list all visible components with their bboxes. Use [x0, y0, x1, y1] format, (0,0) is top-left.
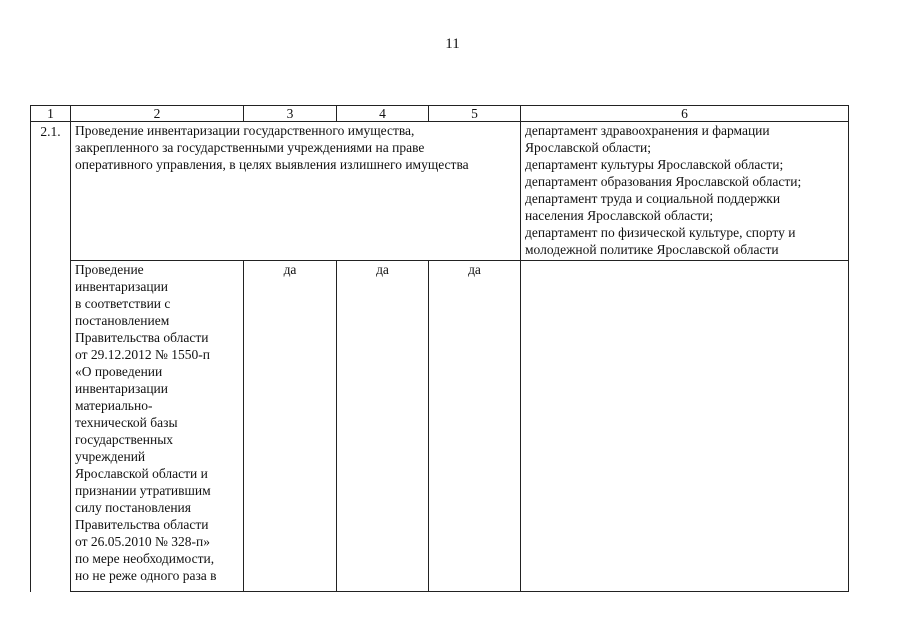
responsible-departments: департамент здравоохранения и фармации Ярославской области; департамент культуры Ярославской области; департамент образования Ярославской области; департамент труда и социальной поддержки населения Ярославской области; департамент по физической культуре, спорту и молодежной политике Ярославской области — [521, 122, 849, 261]
table-row-sub — [31, 261, 849, 592]
header-col-2: 2 — [71, 106, 244, 122]
header-col-4: 4 — [337, 106, 429, 122]
col6-value — [521, 261, 849, 592]
col3-value: да — [244, 261, 337, 592]
table-header-row — [31, 106, 849, 122]
task-description: Проведение инвентаризации государственного имущества, закрепленного за государственными учреждениями на праве оперативного управления, в целях выявления излишнего имущества — [71, 122, 521, 261]
col5-value: да — [429, 261, 521, 592]
header-col-3: 3 — [244, 106, 337, 122]
col4-value: да — [337, 261, 429, 592]
header-col-5: 5 — [429, 106, 521, 122]
row-number: 2.1. — [31, 122, 71, 592]
table-row-main — [31, 122, 849, 261]
header-col-6: 6 — [521, 106, 849, 122]
measure-description: Проведение инвентаризации в соответствии с постановлением Правительства области от 29.12.2012 № 1550-п «О проведении инвентаризации материально- технической базы государственных учреждений Ярославской области и признании утратившим силу постановления Правительства области от 26.05.2010 № 328-п» по мере необходимости, но не реже одного раза в — [71, 261, 244, 592]
plan-table — [30, 105, 849, 592]
page-number: 11 — [445, 36, 460, 52]
header-col-1: 1 — [31, 106, 71, 122]
